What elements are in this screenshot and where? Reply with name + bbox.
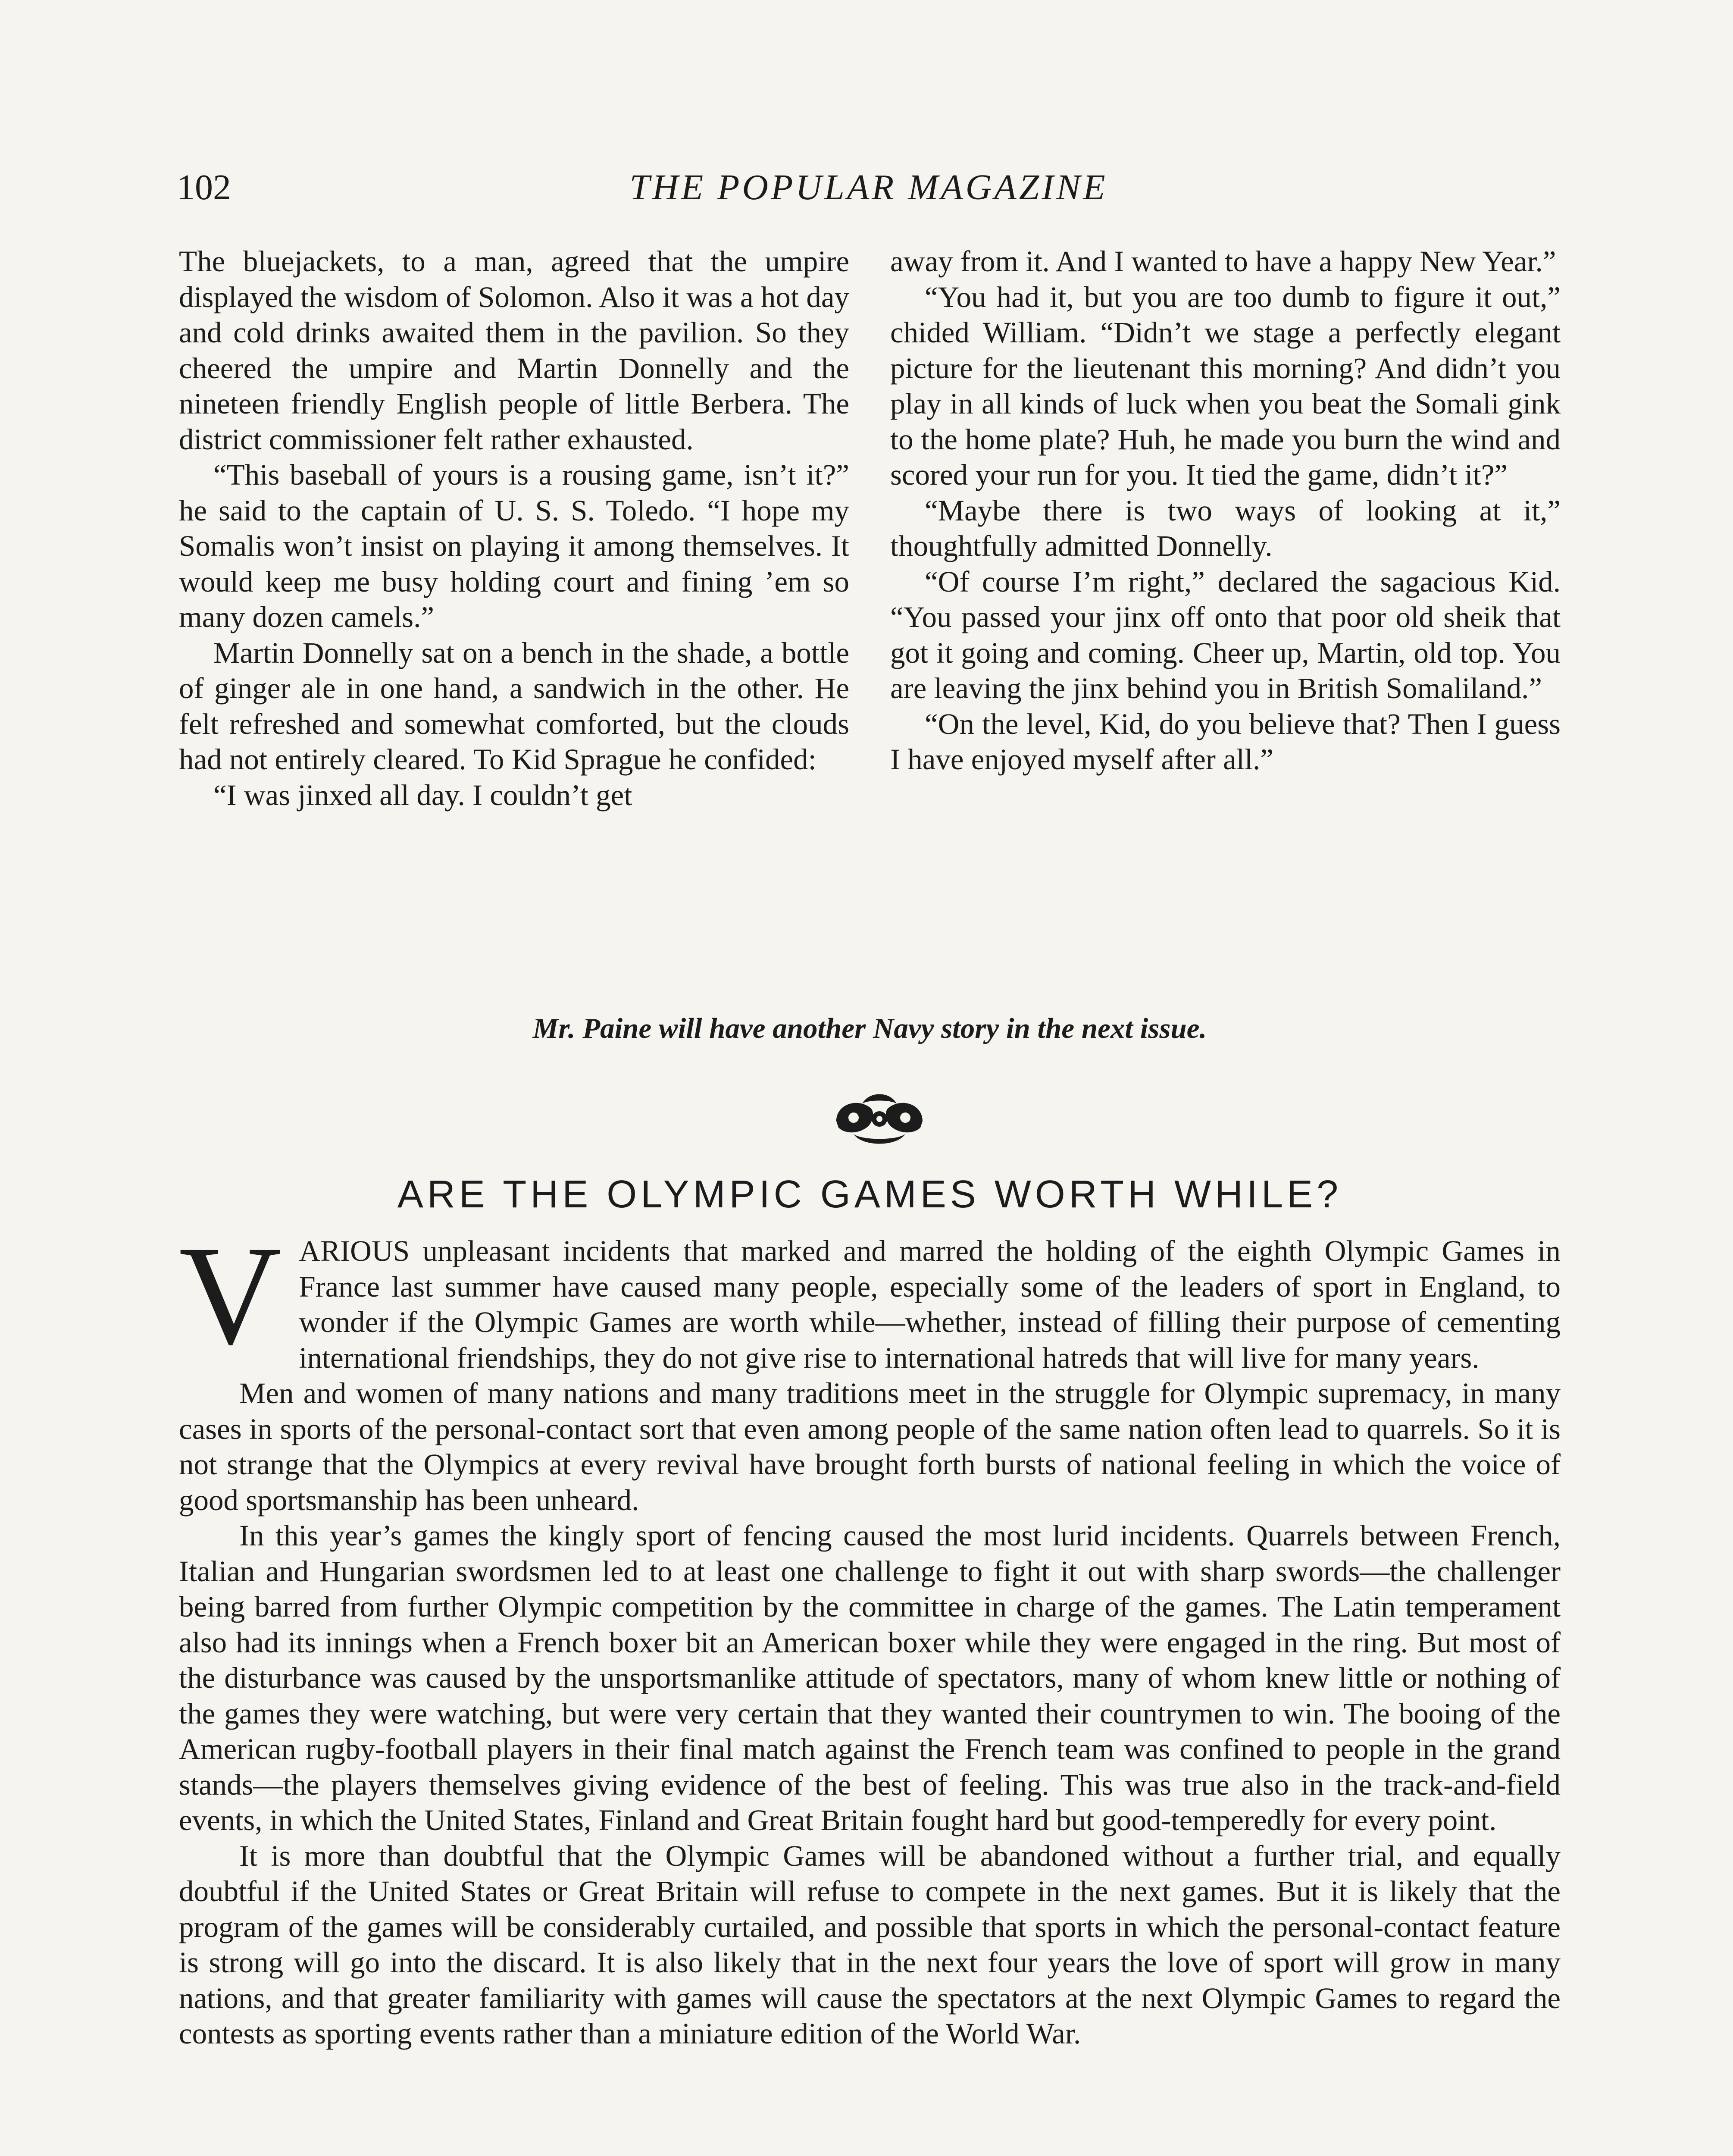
story-paragraph: “Of course I’m right,” declared the sagacious Kid. “You passed your jinx off onto that poor old sheik that got it going and coming. Cheer up, Martin, old top. You are leaving the jinx behind you in British Somaliland.” bbox=[890, 565, 1561, 705]
article-paragraph: In this year’s games the kingly sport of fencing caused the most lurid incidents. Quarrels between French, Italian and Hungarian swordsmen led to at least one challenge to fight it out with sharp swords—the challenger being barred from further Olympic competition by the committee in charge of the games. The Latin temperament also had its innings when a French boxer bit an American boxer while they were engaged in the ring. But most of the disturbance was caused by the unsportsmanlike attitude of spectators, many of whom knew little or nothing of the games they were watching, but were very certain that they wanted their countrymen to win. The booing of the American rugby-football players in their final match against the French team was confined to people in the grand stands—the players themselves giving evidence of the best of feeling. This was true also in the track-and-field events, in which the United States, Finland and Great Britain fought hard but good-temperedly for every point. bbox=[179, 1519, 1561, 1836]
story-paragraph: “Maybe there is two ways of looking at it,” thoughtfully admitted Donnelly. bbox=[890, 494, 1561, 562]
story-paragraph: away from it. And I wanted to have a happy New Year.” bbox=[890, 245, 1556, 278]
next-issue-note: Mr. Paine will have another Navy story in the next issue. bbox=[532, 1012, 1207, 1044]
article-paragraph: Men and women of many nations and many traditions meet in the struggle for Olympic supremacy, in many cases in sports of the personal-contact sort that even among people of the same nation often lead to quarrels. So it is not strange that the Olympics at every revival have brought forth bursts of national feeling in which the voice of good sportsmanship has been unheard. bbox=[179, 1377, 1561, 1517]
article-body bbox=[179, 1217, 1561, 2052]
article-title: ARE THE OLYMPIC GAMES WORTH WHILE? bbox=[397, 1173, 1342, 1216]
running-title: THE POPULAR MAGAZINE bbox=[629, 167, 1108, 207]
article-paragraph: It is more than doubtful that the Olympic Games will be abandoned without a further trial, and equally doubtful if the United States or Great Britain will refuse to compete in the next games. But it is likely that the program of the games will be considerably curtailed, and possible that sports in which the personal-contact feature is strong will go into the discard. It is also likely that in the next four years the love of sport will grow in many nations, and that greater familiarity with games will cause the spectators at the next Olympic Games to regard the contests as sporting events rather than a miniature edition of the World War. bbox=[179, 1839, 1561, 2050]
left-column bbox=[179, 244, 849, 813]
story-paragraph: “You had it, but you are too dumb to figure it out,” chided William. “Didn’t we stage a perfectly elegant picture for the lieutenant this morning? And didn’t you play in all kinds of luck when you beat the Somali gink to the home plate? Huh, he made you burn the wind and scored your run for you. It tied the game, didn’t it?” bbox=[890, 280, 1561, 491]
article-paragraph bbox=[179, 1217, 1561, 1376]
story-paragraph: “This baseball of yours is a rousing game, isn’t it?” he said to the captain of U. S. S. Toledo. “I hope my Somalis won’t insist on playing it among themselves. It would keep me busy holding court and fining ’em so many dozen camels.” bbox=[179, 458, 849, 633]
drop-cap: V bbox=[179, 1217, 282, 1374]
decorative-vignette-icon bbox=[828, 1087, 931, 1151]
story-columns bbox=[179, 244, 1561, 813]
story-paragraph: “On the level, Kid, do you believe that? Then I guess I have enjoyed myself after all.” bbox=[890, 707, 1561, 776]
page-number: 102 bbox=[177, 167, 231, 207]
story-paragraph: “I was jinxed all day. I couldn’t get bbox=[213, 778, 632, 812]
page-header bbox=[177, 164, 1561, 211]
right-column bbox=[890, 244, 1561, 813]
story-paragraph: The bluejackets, to a man, agreed that the umpire displayed the wisdom of Solomon. Also it was a hot day and cold drinks awaited them in the pavilion. So they cheered the umpire and Martin Donnelly and the nineteen friendly English people of little Berbera. The district commissioner felt rather exhausted. bbox=[179, 245, 849, 456]
article-first-paragraph-text: ARIOUS unpleasant incidents that marked and marred the holding of the eighth Olympic Games in France last summer have caused many people, especially some of the leaders of sport in England, to wonder if the Olympic Games are worth while—whether, instead of filling their purpose of cementing international friendships, they do not give rise to international hatreds that will live for many years. bbox=[299, 1235, 1561, 1374]
story-paragraph: Martin Donnelly sat on a bench in the shade, a bottle of ginger ale in one hand, a sandwich in the other. He felt refreshed and somewhat comforted, but the clouds had not entirely cleared. To Kid Sprague he confided: bbox=[179, 636, 849, 776]
